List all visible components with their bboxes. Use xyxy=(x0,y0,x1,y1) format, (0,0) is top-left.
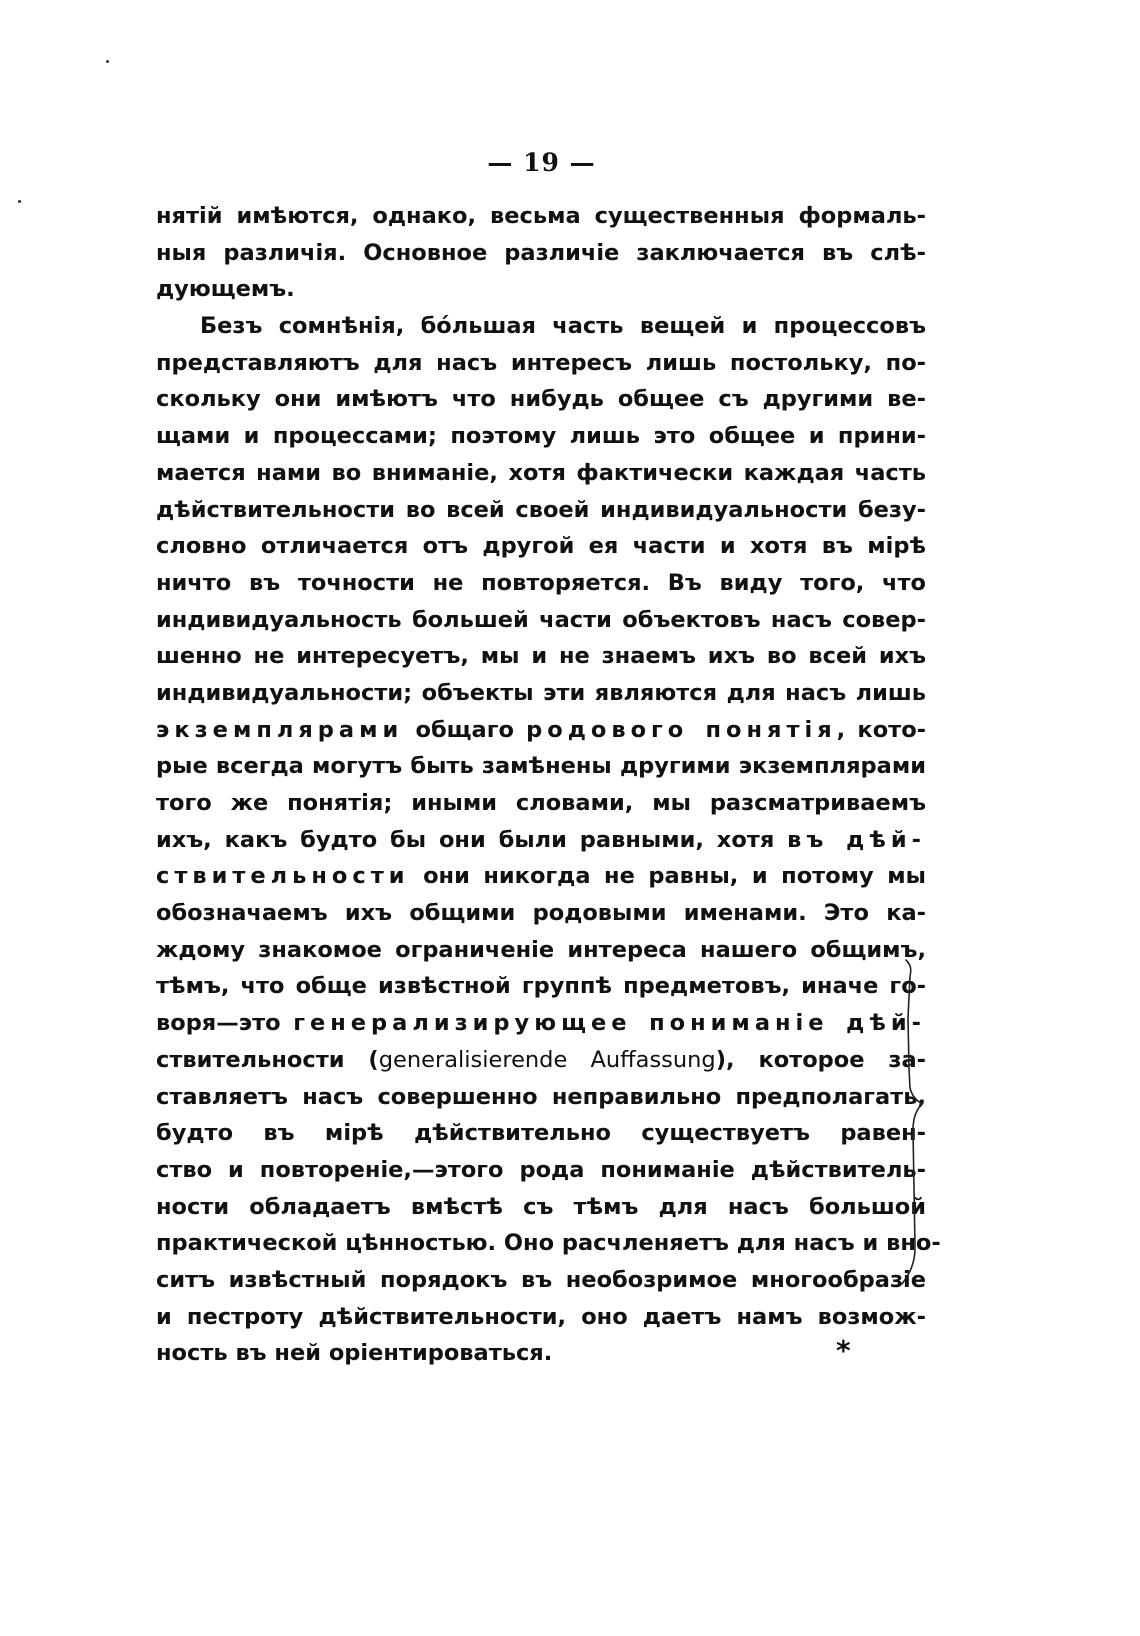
text-line xyxy=(156,712,926,749)
text-segment: нятій имѣются, однако, весьма существенныя формаль- xyxy=(156,203,926,229)
text-segment: словно отличается отъ другой ея части и хотя въ мірѣ xyxy=(156,533,926,560)
emphasis-spaced: генерализирующее пониманіе дѣй- xyxy=(293,1010,926,1037)
text-line xyxy=(156,638,926,675)
text-line xyxy=(156,822,926,859)
text-line xyxy=(156,968,926,1005)
text-segment: , кото- xyxy=(836,716,926,743)
text-segment: общаго xyxy=(403,716,527,743)
text-segment: ствительности ( xyxy=(156,1046,379,1073)
text-line xyxy=(156,858,926,895)
text-line xyxy=(156,418,926,455)
text-segment: воря—это xyxy=(156,1010,294,1037)
text-segment: ставляетъ насъ совершенно неправильно предполагать, xyxy=(156,1083,926,1110)
text-segment: практической цѣнностью. Оно расчленяетъ для насъ и вно- xyxy=(156,1230,941,1257)
section-asterisk: * xyxy=(836,1334,851,1367)
text-segment: ничто въ точности не повторяется. Въ виду того, что xyxy=(156,569,926,596)
text-line xyxy=(156,1005,926,1042)
scan-speck xyxy=(18,200,21,203)
text-segment: рые всегда могутъ быть замѣнены другими экземплярами xyxy=(156,753,926,780)
text-line xyxy=(156,492,926,529)
text-line xyxy=(156,1189,926,1226)
text-line xyxy=(156,1152,926,1189)
text-segment: тѣмъ, что обще извѣстной группѣ предметовъ, иначе го- xyxy=(156,973,926,1000)
emphasis-spaced: въ дѣй- xyxy=(787,826,926,853)
text-segment: дѣйствительности во всей своей индивидуальности безу- xyxy=(156,496,926,523)
text-line xyxy=(156,565,926,602)
text-segment: ждому знакомое ограниченіе интереса нашего общимъ, xyxy=(156,936,926,963)
text-segment: ство и повтореніе,—этого рода пониманіе дѣйствитель- xyxy=(156,1156,926,1183)
text-line xyxy=(156,1225,941,1262)
paragraph-start-line xyxy=(156,308,926,345)
text-segment: индивидуальности; объекты эти являются для насъ лишь xyxy=(156,679,926,706)
text-line xyxy=(156,1115,926,1152)
body-text xyxy=(156,198,941,1372)
text-line xyxy=(156,748,926,785)
text-segment: ихъ, какъ будто бы они были равными, хотя xyxy=(156,826,788,853)
text-line xyxy=(156,785,926,822)
text-line xyxy=(156,1042,926,1079)
text-line xyxy=(156,271,926,308)
emphasis-spaced: ствительности xyxy=(156,863,410,890)
text-segment: представляютъ для насъ интересъ лишь постольку, по- xyxy=(156,349,926,376)
text-segment: они никогда не равны, и потому мы xyxy=(409,863,926,890)
text-segment: Безъ сомнѣнія, бо́льшая часть вещей и процессовъ xyxy=(200,313,926,340)
text-segment: обозначаемъ ихъ общими родовыми именами. Это ка- xyxy=(156,900,926,927)
text-segment: будто въ мірѣ дѣйствительно существуетъ равен- xyxy=(156,1120,926,1147)
text-segment: ситъ извѣстный порядокъ въ необозримое многообразіе xyxy=(156,1266,926,1293)
text-line xyxy=(156,895,926,932)
margin-bracket-mark xyxy=(900,958,940,1288)
text-line xyxy=(156,1262,926,1299)
text-line xyxy=(156,1335,926,1372)
text-line xyxy=(156,455,926,492)
text-line xyxy=(156,1079,926,1116)
text-segment: дующемъ. xyxy=(156,276,295,303)
text-segment: мается нами во вниманіе, хотя фактически каждая часть xyxy=(156,459,926,486)
text-line xyxy=(156,528,926,565)
text-segment: шенно не интересуетъ, мы и не знаемъ ихъ во всей ихъ xyxy=(156,643,926,670)
text-segment: индивидуальность большей части объектовъ насъ совер- xyxy=(156,606,926,633)
text-line xyxy=(156,1299,926,1336)
text-segment: и пестроту дѣйствительности, оно даетъ намъ возмож- xyxy=(156,1303,926,1330)
text-line xyxy=(156,235,926,272)
text-segment: ныя различія. Основное различіе заключается въ слѣ- xyxy=(156,239,926,266)
german-term: generalisierende Auffassung xyxy=(378,1046,716,1073)
text-line xyxy=(156,932,926,969)
text-segment: того же понятія; иными словами, мы разсматриваемъ xyxy=(156,790,926,816)
text-segment: ность въ ней оріентироваться. xyxy=(156,1340,553,1367)
text-line xyxy=(156,345,926,382)
text-line xyxy=(156,198,926,235)
text-line xyxy=(156,675,926,712)
text-segment: ности обладаетъ вмѣстѣ съ тѣмъ для насъ большой xyxy=(156,1193,926,1220)
page-number: — 19 — xyxy=(487,148,596,177)
text-segment: скольку они имѣютъ что нибудь общее съ другими ве- xyxy=(156,386,926,413)
text-line xyxy=(156,381,926,418)
scan-speck xyxy=(106,60,109,63)
emphasis-spaced: экземплярами xyxy=(156,716,404,743)
text-segment: щами и процессами; поэтому лишь это общее и прини- xyxy=(156,423,926,450)
emphasis-spaced: родового понятія xyxy=(526,716,837,743)
text-segment: ), которое за- xyxy=(715,1046,926,1073)
text-line xyxy=(156,602,926,639)
